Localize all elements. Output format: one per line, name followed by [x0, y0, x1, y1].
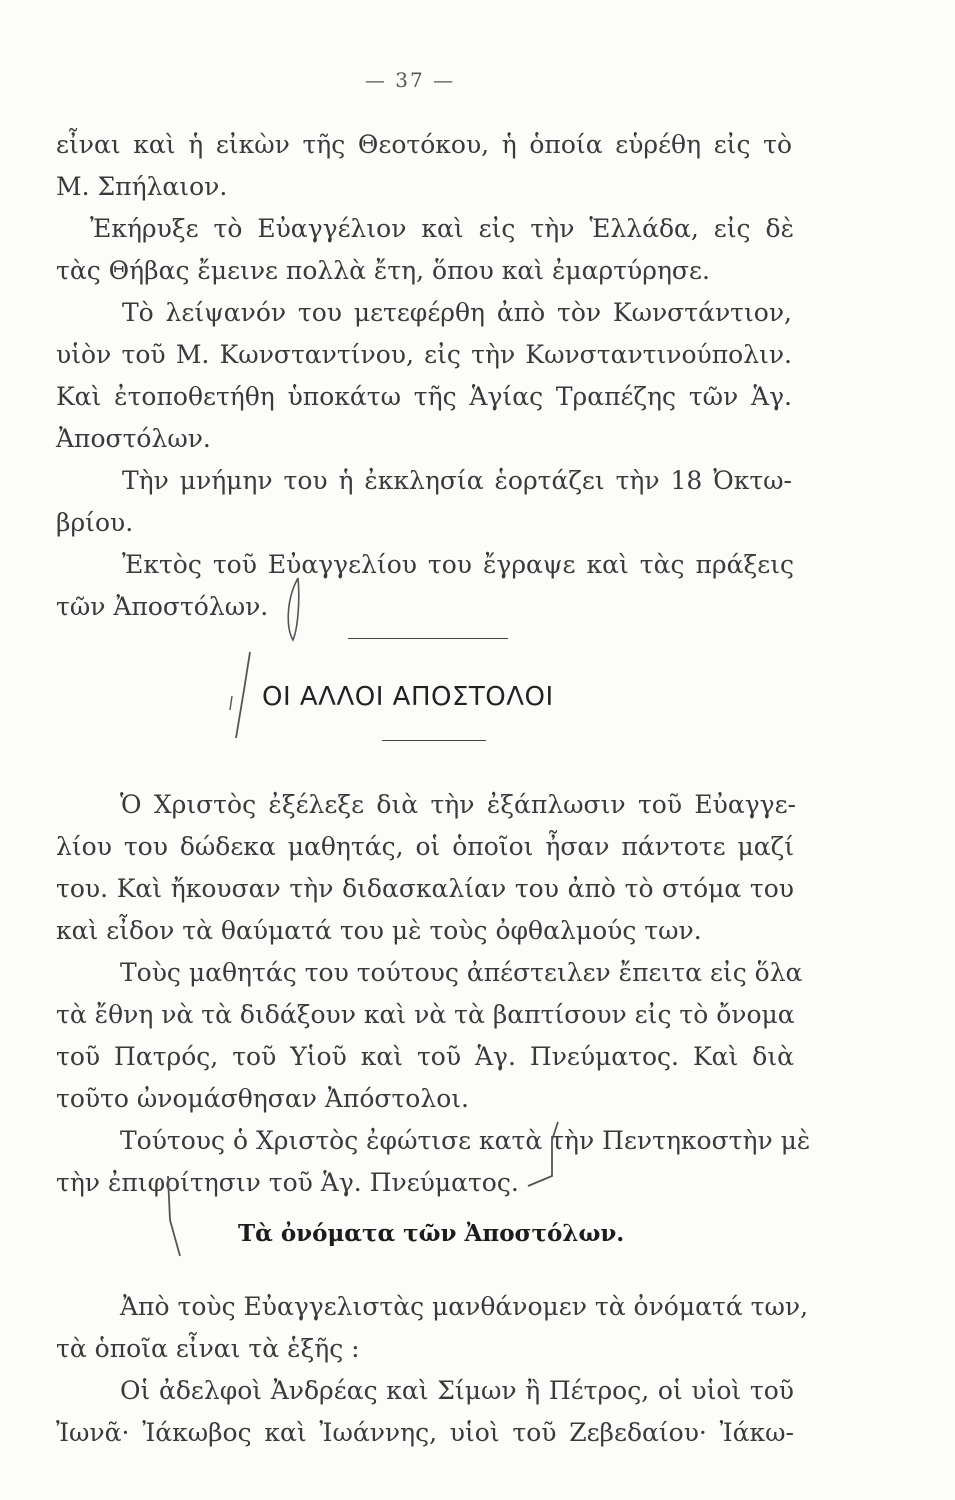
text-line: Οἱ ἀδελφοὶ Ἀνδρέας καὶ Σίμων ἢ Πέτρος, οἱ υἱοὶ τοῦ — [120, 1376, 794, 1405]
text-line: τοῦτο ὠνομάσθησαν Ἀπόστολοι. — [56, 1084, 469, 1113]
text-line: τοῦ Πατρός, τοῦ Υἱοῦ καὶ τοῦ Ἁγ. Πνεύματος. Καὶ διὰ — [56, 1042, 794, 1071]
text-line: Τὴν μνήμην του ἡ ἐκκλησία ἑορτάζει τὴν 18 Ὀκτω- — [122, 466, 792, 495]
text-line: εἶναι καὶ ἡ εἰκὼν τῆς Θεοτόκου, ἡ ὁποία εὑρέθη εἰς τὸ — [56, 130, 792, 159]
page-number: — 37 — — [364, 68, 456, 92]
text-line: υἱὸν τοῦ Μ. Κωνσταντίνου, εἰς τὴν Κωνσταντινούπολιν. — [56, 340, 792, 369]
text-line: λίου του δώδεκα μαθητάς, οἱ ὁποῖοι ἦσαν πάντοτε μαζί — [56, 832, 794, 861]
text-line: του. Καὶ ἤκουσαν τὴν διδασκαλίαν του ἀπὸ τὸ στόμα του — [56, 874, 794, 903]
text-line: τὰς Θήβας ἔμεινε πολλὰ ἔτη, ὅπου καὶ ἐμαρτύρησε. — [56, 256, 710, 285]
text-line: τὰ ὁποῖα εἶναι τὰ ἑξῆς : — [56, 1334, 360, 1363]
text-line: Ἀποστόλων. — [56, 424, 211, 453]
pencil-mark-bracket — [168, 1176, 180, 1256]
text-line: Ἰωνᾶ· Ἰάκωβος καὶ Ἰωάννης, υἱοὶ τοῦ Ζεβεδαίου· Ἰάκω- — [56, 1418, 794, 1447]
pencil-mark-loop — [288, 578, 299, 640]
subsection-heading: Τὰ ὀνόματα τῶν Ἀποστόλων. — [238, 1220, 625, 1247]
text-line: Ὁ Χριστὸς ἐξέλεξε διὰ τὴν ἐξάπλωσιν τοῦ Εὐαγγε- — [120, 790, 796, 819]
text-line: Ἀπὸ τοὺς Εὐαγγελιστὰς μανθάνομεν τὰ ὀνόματά των, — [120, 1292, 809, 1321]
text-line: τὰ ἔθνη νὰ τὰ διδάξουν καὶ νὰ τὰ βαπτίσουν εἰς τὸ ὄνομα — [56, 1000, 795, 1029]
text-line: καὶ εἶδον τὰ θαύματά του μὲ τοὺς ὀφθαλμούς των. — [56, 916, 702, 945]
text-line: Τοὺς μαθητάς του τούτους ἀπέστειλεν ἔπειτα εἰς ὅλα — [120, 958, 803, 987]
text-line: Μ. Σπήλαιον. — [56, 172, 228, 201]
text-line: βρίου. — [56, 508, 134, 537]
text-line: Ἐκτὸς τοῦ Εὐαγγελίου του ἔγραψε καὶ τὰς πράξεις — [122, 550, 794, 579]
text-line: τῶν Ἀποστόλων. — [56, 592, 269, 621]
section-heading: ΟΙ ΑΛΛΟΙ ΑΠΟΣΤΟΛΟΙ — [262, 682, 554, 712]
pencil-mark-bracket — [230, 696, 232, 710]
pencil-mark-bracket — [528, 1122, 558, 1186]
pencil-mark-bracket — [236, 652, 250, 738]
text-line: Τούτους ὁ Χριστὸς ἐφώτισε κατὰ τὴν Πεντηκοστὴν μὲ — [120, 1126, 811, 1155]
text-line: Καὶ ἐτοποθετήθη ὑποκάτω τῆς Ἁγίας Τραπέζης τῶν Ἁγ. — [56, 382, 792, 411]
text-line: τὴν ἐπιφοίτησιν τοῦ Ἁγ. Πνεύματος. — [56, 1168, 519, 1197]
text-line: Ἐκήρυξε τὸ Εὐαγγέλιον καὶ εἰς τὴν Ἑλλάδα, εἰς δὲ — [90, 214, 794, 243]
text-line: Τὸ λείψανόν του μετεφέρθη ἀπὸ τὸν Κωνστάντιον, — [122, 298, 792, 327]
